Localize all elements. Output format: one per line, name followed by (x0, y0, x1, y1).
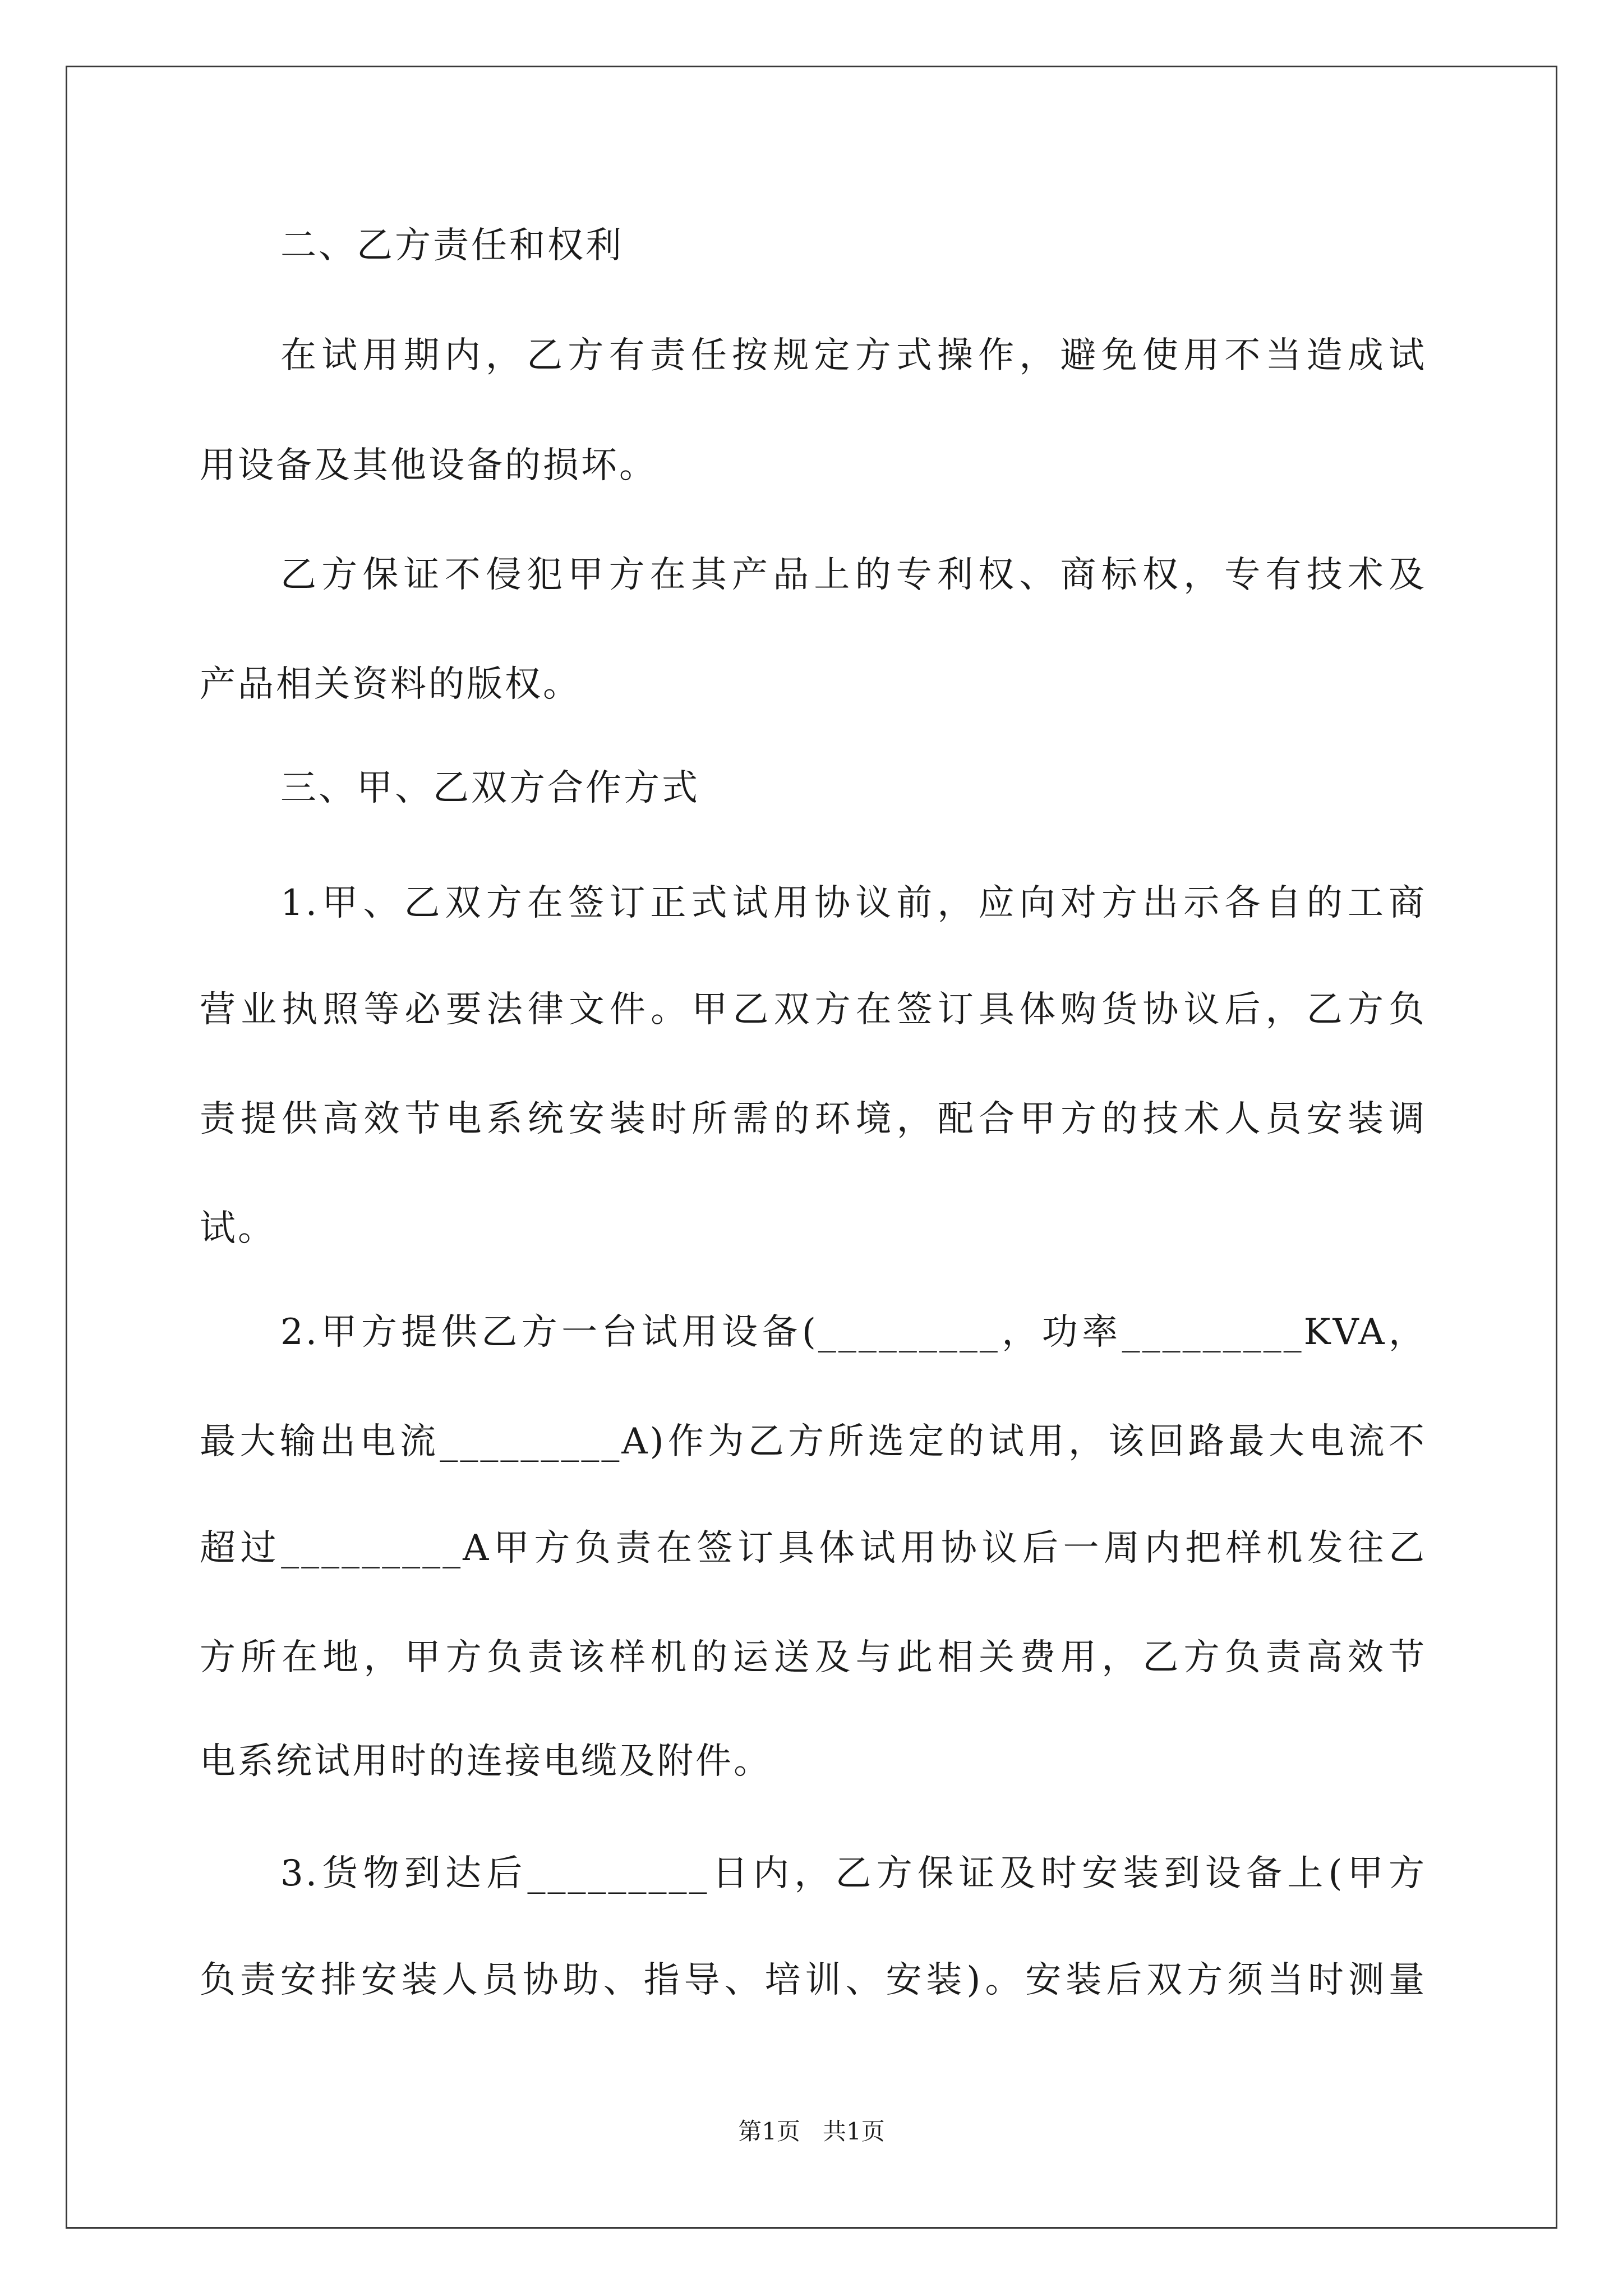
paragraph-line: 2.甲方提供乙方一台试用设备(_________，功率_________KVA， (280, 1312, 1427, 1353)
paragraph-line: 产品相关资料的版权。 (200, 664, 581, 705)
paragraph-line: 用设备及其他设备的损坏。 (200, 445, 657, 486)
paragraph-line: 方所在地，甲方负责该样机的运送及与此相关费用，乙方负责高效节 (200, 1637, 1427, 1678)
page-number-footer: 第1页 共1页 (738, 2118, 885, 2145)
paragraph-line: 电系统试用时的连接电缆及附件。 (200, 1741, 772, 1782)
paragraph-line: 负责安排安装人员协助、指导、培训、安装)。安装后双方须当时测量 (200, 1959, 1427, 2001)
paragraph-line: 乙方保证不侵犯甲方在其产品上的专利权、商标权，专有技术及 (280, 554, 1427, 596)
paragraph-line: 3.货物到达后_________日内，乙方保证及时安装到设备上(甲方 (280, 1853, 1427, 1894)
paragraph-line: 试。 (200, 1208, 276, 1249)
paragraph-line: 在试用期内，乙方有责任按规定方式操作，避免使用不当造成试 (280, 335, 1427, 376)
paragraph-line: 最大输出电流_________A)作为乙方所选定的试用，该回路最大电流不 (200, 1421, 1427, 1462)
paragraph-line: 营业执照等必要法律文件。甲乙双方在签订具体购货协议后，乙方负 (200, 989, 1427, 1030)
paragraph-line: 责提供高效节电系统安装时所需的环境，配合甲方的技术人员安装调 (200, 1098, 1427, 1140)
paragraph-line: 1.甲、乙双方在签订正式试用协议前，应向对方出示各自的工商 (280, 882, 1427, 924)
paragraph-line: 超过_________A甲方负责在签订具体试用协议后一周内把样机发往乙 (200, 1527, 1427, 1569)
section-heading-3: 三、甲、乙双方合作方式 (280, 767, 700, 809)
section-heading-2: 二、乙方责任和权利 (280, 225, 624, 266)
